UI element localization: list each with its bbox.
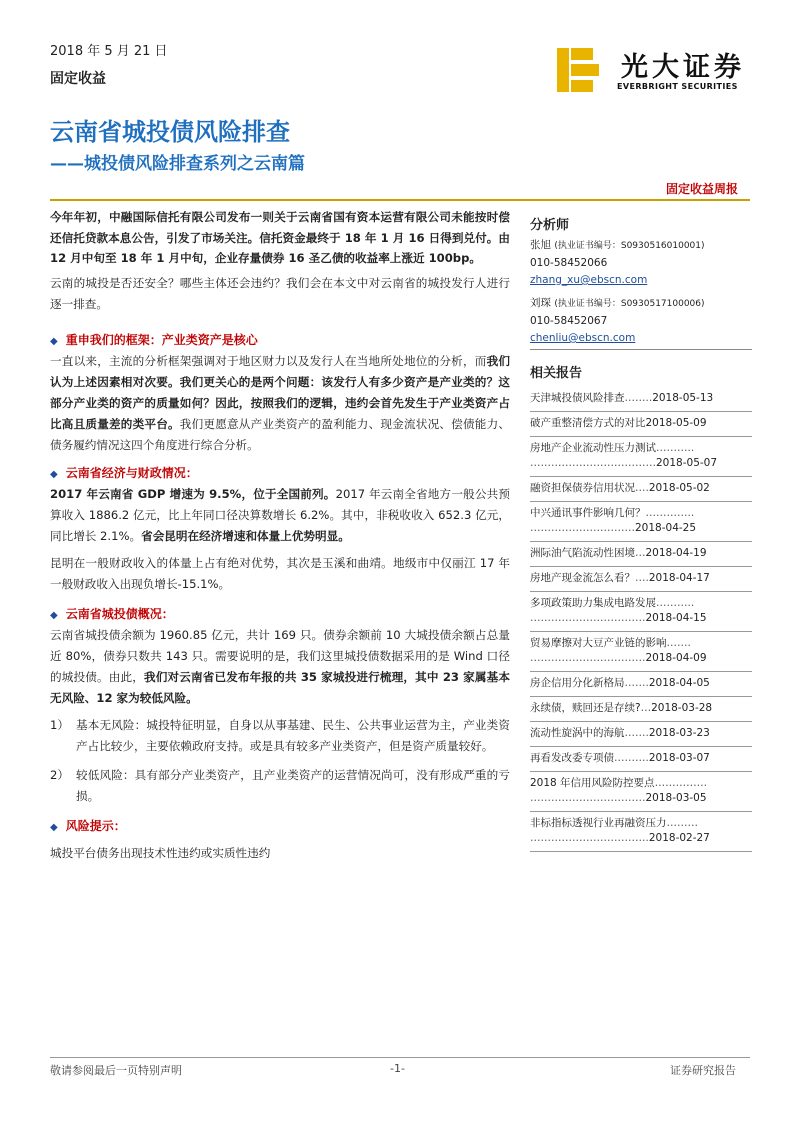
related-report-title: 多项政策助力集成电路发展 <box>530 597 656 609</box>
section-heading-text: 云南省经济与财政情况： <box>65 465 198 480</box>
list-item-number: 1） <box>50 717 69 732</box>
analyst-cert: (执业证书编号：S0930516010001) <box>554 241 705 251</box>
related-report-leader: … <box>635 547 646 559</box>
related-report-title: 非标指标透视行业再融资压力 <box>530 817 667 829</box>
section-heading-risk <box>50 815 510 837</box>
diamond-bullet-icon: ◆ <box>50 609 58 621</box>
related-report-item[interactable] <box>530 592 752 632</box>
analyst-cert: (执业证书编号：S0930517100006) <box>554 299 705 309</box>
page-subtitle: ——城投债风险排查系列之云南篇 <box>50 154 305 174</box>
related-report-title: 流动性旋涡中的海航 <box>530 727 625 739</box>
analyst-title: 分析师 <box>530 218 570 233</box>
related-report-item[interactable] <box>530 747 752 772</box>
diamond-bullet-icon: ◆ <box>50 335 58 347</box>
risk-text: 城投平台债务出现技术性违约或实质性违约 <box>50 845 271 860</box>
report-date: 2018 年 5 月 21 日 <box>50 44 168 59</box>
related-report-item[interactable] <box>530 542 752 567</box>
economy-paragraph <box>50 484 510 547</box>
section-heading-text: 云南省城投债概况： <box>65 606 174 621</box>
section-heading-economy <box>50 462 510 484</box>
overview-bold-text: 我们对云南省已发布年报的共 35 家城投进行梳理，其中 23 家属基本无风险、12 家为较低风险。 <box>50 669 510 705</box>
framework-paragraph <box>50 351 510 456</box>
related-report-title: 永续债，赎回还是存续? <box>530 702 641 714</box>
related-report-leader: ……. <box>624 727 649 739</box>
framework-tail-text: 我们更愿意从产业类资产的盈利能力、现金流状况、偿债能力、债务履约情况这四个角度进行综合分析。 <box>50 416 510 452</box>
analyst-phone: 010-58452067 <box>530 315 608 327</box>
economy-paragraph-2: 昆明在一般财政收入的体量上占有绝对优势，其次是玉溪和曲靖。地级市中仅丽江 17 年一般财政收入出现负增长-15.1%。 <box>50 555 510 591</box>
related-report-leader: ………. <box>614 752 649 764</box>
related-report-leader: ……. …………………………… <box>530 637 691 664</box>
analyst-card <box>530 237 752 289</box>
section-heading-overview <box>50 603 510 625</box>
main-content <box>50 207 510 864</box>
related-report-title: 再看发改委专项债 <box>530 752 614 764</box>
related-report-leader: ……….. ……………………………… <box>530 442 695 469</box>
economy-text: 2017 年云南全省地方一般公共预算收入 1886.2 亿元，比上年同口径决算数增长 6.2%。其中，非税收收入 652.3 亿元，同比增长 2.1%。 <box>50 486 510 543</box>
footer-divider <box>50 1057 750 1058</box>
footer-report-label: 证券研究报告 <box>670 1064 736 1077</box>
related-report-date: 2018-04-09 <box>645 652 707 664</box>
related-report-date: 2018-04-15 <box>645 612 707 624</box>
related-report-leader: ……. <box>624 677 649 689</box>
related-report-leader: …………… …………………………… <box>530 777 708 804</box>
analyst-phone: 010-58452066 <box>530 257 608 269</box>
related-report-title: 中兴通讯事件影响几何？ <box>530 507 646 519</box>
related-report-date: 2018-02-27 <box>648 832 710 844</box>
related-report-item[interactable] <box>530 412 752 437</box>
related-report-title: 破产重整清偿方式的对比 <box>530 417 646 429</box>
related-report-item[interactable] <box>530 437 752 477</box>
related-report-date: 2018-04-19 <box>645 547 707 559</box>
report-type: 固定收益周报 <box>666 182 739 196</box>
list-item <box>50 715 510 757</box>
analyst-name: 张旭 <box>530 239 551 251</box>
related-report-date: 2018-03-05 <box>645 792 707 804</box>
list-item-text: 基本无风险：城投特征明显，自身以从事基建、民生、公共事业运营为主，产业类资产占比较少，主要依赖政府支持。或是具有较多产业类资产，但是资产质量较好。 <box>76 717 510 753</box>
related-report-item[interactable] <box>530 567 752 592</box>
related-report-date: 2018-04-25 <box>635 522 697 534</box>
related-report-leader: …. <box>635 572 649 584</box>
list-item <box>50 765 510 807</box>
related-report-item[interactable] <box>530 477 752 502</box>
diamond-bullet-icon: ◆ <box>50 821 58 833</box>
header-divider <box>50 199 750 201</box>
related-report-item[interactable] <box>530 722 752 747</box>
sidebar-divider <box>530 349 752 350</box>
related-report-title: 房企信用分化新格局 <box>530 677 625 689</box>
related-report-leader: … <box>640 702 652 714</box>
footer-disclaimer: 敬请参阅最后一页特别声明 <box>50 1064 182 1077</box>
list-item-number: 2） <box>50 767 69 782</box>
analyst-email-link[interactable]: chenliu@ebscn.com <box>530 332 636 344</box>
company-logo <box>555 45 755 95</box>
related-report-item[interactable] <box>530 632 752 672</box>
logo-mark-icon <box>555 45 605 95</box>
related-report-item[interactable] <box>530 672 752 697</box>
economy-bold-text: 2017 年云南省 GDP 增速为 9.5%，位于全国前列。 <box>50 486 336 501</box>
logo-name-cn: 光大证券 <box>621 52 745 83</box>
framework-text: 一直以来，主流的分析框架强调对于地区财力以及发行人在当地所处地位的分析，而 <box>50 353 487 368</box>
analyst-email-link[interactable]: zhang_xu@ebscn.com <box>530 274 648 286</box>
logo-name-en: EVERBRIGHT SECURITIES <box>617 82 738 91</box>
related-report-date: 2018-05-07 <box>656 457 718 469</box>
list-item-text: 较低风险：具有部分产业类资产，且产业类资产的运营情况尚可，没有形成严重的亏损。 <box>76 767 510 803</box>
economy-bold-text-2: 省会昆明在经济增速和体量上优势明显。 <box>141 528 350 543</box>
related-report-title: 天津城投债风险排查 <box>530 392 625 404</box>
section-heading-text: 重申我们的框架：产业类资产是核心 <box>65 332 258 347</box>
related-report-date: 2018-04-05 <box>648 677 710 689</box>
page-number: -1- <box>390 1062 405 1075</box>
related-report-leader: …….. <box>624 392 653 404</box>
related-report-leader: ………….. ………………………… <box>530 507 695 534</box>
related-report-date: 2018-03-28 <box>651 702 713 714</box>
related-report-date: 2018-05-09 <box>645 417 707 429</box>
related-report-title: 房地产现金流怎么看？ <box>530 572 635 584</box>
related-report-leader: ……… ……………………………. <box>530 817 698 844</box>
related-report-title: 贸易摩擦对大豆产业链的影响 <box>530 637 667 649</box>
overview-text: 云南省城投债余额为 1960.85 亿元，共计 169 只。债券余额前 10 大城投债余额占总量近 80%，债券只数共 143 只。需要说明的是，我们这里城投债数据采用的是 Wind 口径的城投债。由此， <box>50 627 510 684</box>
section-heading-framework <box>50 329 510 351</box>
related-report-leader: ……….. …………………………… <box>530 597 695 624</box>
analyst-card <box>530 295 752 347</box>
related-report-date: 2018-04-17 <box>648 572 710 584</box>
related-report-item[interactable] <box>530 772 752 812</box>
page-title: 云南省城投债风险排查 <box>50 118 290 146</box>
related-report-item[interactable] <box>530 387 752 412</box>
related-reports-title: 相关报告 <box>530 366 583 381</box>
overview-paragraph <box>50 625 510 709</box>
framework-bold-text: 我们认为上述因素相对次要。我们更关心的是两个问题：该发行人有多少资产是产业类的？这部分产业类的资产的质量如何？因此，按照我们的逻辑，违约会首先发生于产业类资产占比高且质量差的类平台。 <box>50 353 510 431</box>
related-report-title: 房地产企业流动性压力测试 <box>530 442 656 454</box>
intro-question: 云南的城投是否还安全？哪些主体还会违约？我们会在本文中对云南省的城投发行人进行逐一排查。 <box>50 275 510 311</box>
related-report-item[interactable] <box>530 502 752 542</box>
intro-summary: 今年年初，中融国际信托有限公司发布一则关于云南省国有资本运营有限公司未能按时偿还信托贷款本息公告，引发了市场关注。信托资金最终于 18 年 1 月 16 日得到兑付。由 12 月中旬至 18 年 1 月中旬，企业存量债券 16 圣乙债的收益率上涨近 100bp。 <box>50 210 510 265</box>
related-report-date: 2018-05-02 <box>648 482 710 494</box>
section-heading-text: 风险提示： <box>65 818 126 833</box>
sidebar <box>530 214 752 852</box>
related-report-item[interactable] <box>530 697 752 722</box>
related-report-title: 2018 年信用风险防控要点 <box>530 777 655 789</box>
related-report-title: 融资担保债券信用状况 <box>530 482 635 494</box>
analyst-name: 刘琛 <box>530 297 551 309</box>
report-category: 固定收益 <box>50 71 106 87</box>
related-reports-list <box>530 387 752 852</box>
related-report-item[interactable] <box>530 812 752 852</box>
related-report-date: 2018-03-07 <box>648 752 710 764</box>
related-report-leader: …. <box>635 482 649 494</box>
related-report-title: 洲际油气陷流动性困境 <box>530 547 635 559</box>
related-report-date: 2018-05-13 <box>652 392 714 404</box>
diamond-bullet-icon: ◆ <box>50 468 58 480</box>
related-report-date: 2018-03-23 <box>648 727 710 739</box>
